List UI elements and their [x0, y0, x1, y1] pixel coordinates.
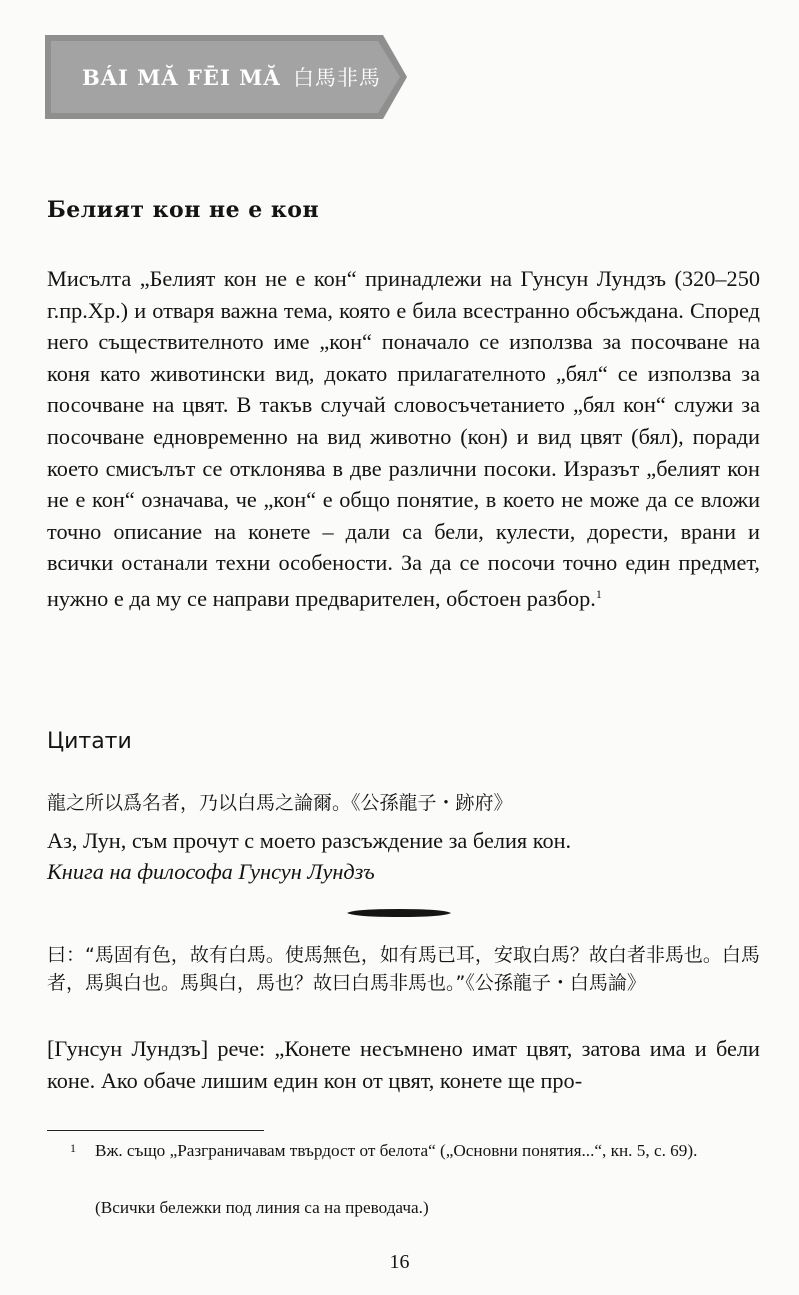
- ornament-divider: [345, 908, 453, 918]
- banner-chinese: 白馬非馬: [292, 66, 381, 90]
- section-banner: [45, 35, 407, 119]
- footnote-text: Вж. също „Разграничавам твърдост от белота“ („Основни понятия...“, кн. 5, с. 69).: [95, 1141, 698, 1160]
- footnote-reference: 1: [595, 586, 602, 601]
- quote2-chinese: 曰：“馬固有色，故有白馬。使馬無色，如有馬已耳，安取白馬？故白者非馬也。白馬者，馬與白也。馬與白，馬也？故曰白馬非馬也。”《公孫龍子・白馬論》: [47, 944, 760, 994]
- body-paragraph-text: Мисълта „Белият кон не е кон“ принадлежи на Гунсун Лундзъ (320–250 г.пр.Хр.) и отваря важна тема, която е била всестранно обсъждана. Според него съществителното име „кон“ поначало се използва за посочване на коня като животински вид, докато прилагателното „бял“ се използва за посочване на цвят. В такъв случай словосъчетанието „бял кон“ служи за посочване едновременно на вид животно (кон) и вид цвят (бял), поради което смисълът се отклонява в две различни посоки. Изразът „белият кон не е кон“ означава, че „кон“ е общо понятие, в което не може да се вложи точно описание на конете – дали са бели, кулести, дорести, врани и всички останали техни особености. За да се посочи точно един предмет, нужно е да му се направи предварителен, обстоен разбор.: [47, 266, 760, 611]
- quote1-translation: Аз, Лун, съм прочут с моето разсъждение за белия кон.: [47, 828, 572, 853]
- banner-title: [82, 62, 381, 92]
- section-heading: Белият кон не е кон: [47, 197, 320, 223]
- footnote-rule: [47, 1130, 264, 1131]
- footnote-translator-note: (Всички бележки под линия са на преводача.): [95, 1198, 429, 1217]
- quote2-translation: [Гунсун Лундзъ] рече: „Конете несъмнено имат цвят, затова има и бели коне. Ако обаче лишим един кон от цвят, конете ще про-: [47, 1036, 760, 1093]
- page-number: 16: [389, 1251, 410, 1273]
- quote1-chinese: 龍之所以爲名者，乃以白馬之論爾。《公孫龍子・跡府》: [47, 792, 513, 814]
- quotes-title: Цитати: [47, 729, 132, 754]
- banner-pinyin: BÁI MĂ FĒI MĂ: [82, 65, 281, 90]
- footnote-number: 1: [70, 1141, 76, 1155]
- body-paragraph: [47, 263, 760, 673]
- quote1-source: Книга на философа Гунсун Лундзъ: [47, 859, 375, 884]
